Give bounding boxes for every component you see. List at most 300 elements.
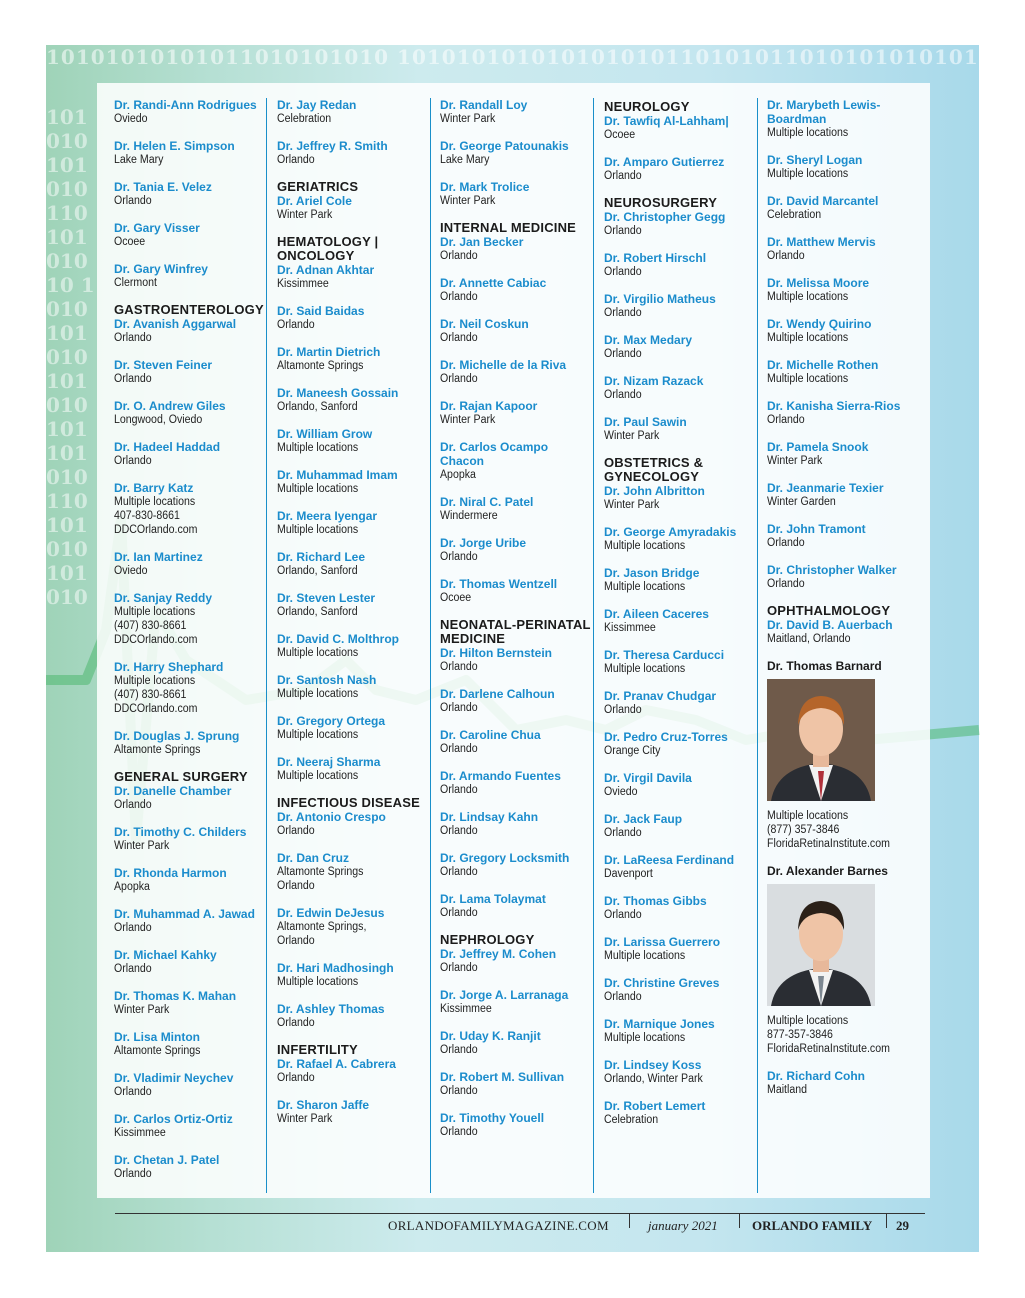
doctor-entry <box>440 687 592 715</box>
doctor-location: Orlando, Sanford <box>277 401 358 413</box>
doctor-name: Dr. Larissa Guerrero <box>604 935 721 949</box>
doctor-location: Orlando <box>114 455 152 467</box>
doctor-entry <box>440 646 592 674</box>
doctor-name: Dr. Pedro Cruz-Torres <box>604 730 728 744</box>
doctor-name: Dr. Randi-Ann Rodrigues <box>114 98 257 112</box>
doctor-location: Orlando <box>440 825 478 837</box>
doctor-location: Orlando <box>114 922 152 934</box>
doctor-entry <box>277 1098 429 1126</box>
doctor-name: Dr. Jorge Uribe <box>440 536 527 550</box>
doctor-location: Orlando <box>767 578 805 590</box>
doctor-name: Dr. Christopher Walker <box>767 563 897 577</box>
doctor-entry <box>604 812 756 840</box>
doctor-location: Orlando <box>114 1086 152 1098</box>
doctor-entry <box>440 769 592 797</box>
binary-pattern-left: 10101010101011010101010 1010101010101010101101010110101010101010 <box>46 105 95 609</box>
doctor-location: Altamonte Springs <box>114 1045 201 1057</box>
doctor-name: Dr. Helen E. Simpson <box>114 139 235 153</box>
doctor-name: Dr. Michael Kahky <box>114 948 217 962</box>
doctor-name: Dr. Steven Lester <box>277 591 376 605</box>
directory-column-3 <box>440 98 592 1152</box>
doctor-entry <box>114 98 266 126</box>
doctor-entry <box>277 673 429 701</box>
doctor-name: Dr. Richard Lee <box>277 550 366 564</box>
doctor-entry <box>114 866 266 894</box>
doctor-name: Dr. LaReesa Ferdinand <box>604 853 735 867</box>
doctor-name: Dr. Jason Bridge <box>604 566 700 580</box>
doctor-entry <box>277 1057 429 1085</box>
doctor-entry <box>277 810 429 838</box>
doctor-name: Dr. Neeraj Sharma <box>277 755 381 769</box>
doctor-entry <box>440 851 592 879</box>
doctor-name: Dr. William Grow <box>277 427 373 441</box>
doctor-entry <box>604 853 756 881</box>
doctor-location: Orlando <box>440 291 478 303</box>
doctor-name: Dr. Hari Madhosingh <box>277 961 394 975</box>
doctor-location: Apopka <box>440 469 476 481</box>
doctor-name: Dr. Virgilio Matheus <box>604 292 716 306</box>
doctor-entry <box>604 935 756 963</box>
doctor-location: Longwood, Oviedo <box>114 414 203 426</box>
doctor-location: Altamonte Springs <box>277 866 364 878</box>
doctor-entry <box>277 714 429 742</box>
doctor-name: Dr. Martin Dietrich <box>277 345 381 359</box>
doctor-location: Orlando <box>277 825 315 837</box>
doctor-name: Dr. Theresa Carducci <box>604 648 725 662</box>
doctor-location: Multiple locations <box>767 127 849 139</box>
doctor-location: Celebration <box>277 113 332 125</box>
column-divider <box>430 98 431 1193</box>
doctor-entry <box>767 481 919 509</box>
doctor-contact: (407) 830-8661 <box>114 689 187 701</box>
doctor-name: Dr. Alexander Barnes <box>767 864 888 878</box>
doctor-entry <box>114 317 266 345</box>
doctor-location: Winter Park <box>604 499 660 511</box>
doctor-entry <box>277 139 429 167</box>
specialty-heading: GERIATRICS <box>277 179 359 194</box>
doctor-name: Dr. Jeffrey R. Smith <box>277 139 388 153</box>
doctor-location: Multiple locations <box>604 581 686 593</box>
doctor-entry <box>277 550 429 578</box>
doctor-location: Multiple locations <box>277 770 359 782</box>
doctor-name: Dr. David Marcantel <box>767 194 879 208</box>
footer-magazine-name: ORLANDO FAMILY <box>752 1218 873 1233</box>
footer-website: ORLANDOFAMILYMAGAZINE.COM <box>388 1218 609 1233</box>
doctor-entry <box>114 948 266 976</box>
doctor-name: Dr. Said Baidas <box>277 304 365 318</box>
doctor-name: Dr. Vladimir Neychev <box>114 1071 234 1085</box>
doctor-entry <box>440 358 592 386</box>
doctor-entry <box>767 98 919 140</box>
doctor-location: Multiple locations <box>114 496 196 508</box>
doctor-location: Orlando <box>604 704 642 716</box>
doctor-contact: (877) 357-3846 <box>767 824 840 836</box>
doctor-name: Dr. Jeanmarie Texier <box>767 481 884 495</box>
doctor-location: Orlando <box>277 1072 315 1084</box>
doctor-photo <box>767 679 875 801</box>
doctor-location: Orlando <box>440 250 478 262</box>
specialty-heading: HEMATOLOGY | ONCOLOGY <box>277 234 379 263</box>
doctor-location: Orlando <box>440 907 478 919</box>
doctor-name: Dr. Douglas J. Sprung <box>114 729 240 743</box>
doctor-entry <box>440 139 592 167</box>
doctor-location: Lake Mary <box>114 154 164 166</box>
doctor-location: Winter Garden <box>767 496 836 508</box>
doctor-entry <box>277 468 429 496</box>
doctor-name: Dr. Avanish Aggarwal <box>114 317 237 331</box>
doctor-name: Dr. Tawfiq Al-Lahham| <box>604 114 729 128</box>
doctor-location: Orlando <box>440 332 478 344</box>
doctor-name: Dr. Jack Faup <box>604 812 683 826</box>
doctor-name: Dr. Barry Katz <box>114 481 194 495</box>
doctor-name: Dr. Timothy C. Childers <box>114 825 247 839</box>
doctor-contact: (407) 830-8661 <box>114 620 187 632</box>
doctor-location: Multiple locations <box>114 606 196 618</box>
doctor-contact: DDCOrlando.com <box>114 703 198 715</box>
doctor-location: Multiple locations <box>767 810 849 822</box>
specialty-heading: INTERNAL MEDICINE <box>440 220 577 235</box>
doctor-name: Dr. Sharon Jaffe <box>277 1098 370 1112</box>
doctor-name: Dr. Jorge A. Larranaga <box>440 988 569 1002</box>
doctor-name: Dr. Muhammad Imam <box>277 468 398 482</box>
doctor-location: Multiple locations <box>277 442 359 454</box>
doctor-location: Maitland <box>767 1084 807 1096</box>
doctor-location: Orlando <box>114 332 152 344</box>
doctor-location: Winter Park <box>114 1004 170 1016</box>
doctor-entry <box>114 729 266 757</box>
doctor-location: Orlando <box>440 784 478 796</box>
doctor-entry <box>604 525 756 553</box>
doctor-name: Dr. Lindsay Kahn <box>440 810 539 824</box>
doctor-name: Dr. Jeffrey M. Cohen <box>440 947 557 961</box>
doctor-entry <box>277 906 429 948</box>
doctor-name: Dr. Darlene Calhoun <box>440 687 555 701</box>
doctor-entry <box>767 563 919 591</box>
doctor-location: Clermont <box>114 277 157 289</box>
doctor-contact: 407-830-8661 <box>114 510 180 522</box>
doctor-location: Orlando <box>114 373 152 385</box>
doctor-location: Orange City <box>604 745 661 757</box>
doctor-location: Multiple locations <box>767 1015 849 1027</box>
specialty-heading: INFERTILITY <box>277 1042 358 1057</box>
doctor-name: Dr. Hadeel Haddad <box>114 440 221 454</box>
doctor-entry <box>767 317 919 345</box>
doctor-location: Multiple locations <box>604 1032 686 1044</box>
doctor-name: Dr. Meera Iyengar <box>277 509 378 523</box>
footer-issue-date: january 2021 <box>648 1218 718 1233</box>
doctor-entry <box>767 1069 919 1097</box>
doctor-location: Orlando <box>604 170 642 182</box>
doctor-entry <box>604 648 756 676</box>
doctor-entry <box>440 399 592 427</box>
doctor-location: Multiple locations <box>604 540 686 552</box>
doctor-location: Celebration <box>767 209 822 221</box>
doctor-name: Dr. Danelle Chamber <box>114 784 232 798</box>
doctor-location: Orlando <box>440 962 478 974</box>
doctor-entry <box>604 1058 756 1086</box>
doctor-location: Multiple locations <box>604 663 686 675</box>
doctor-entry <box>604 292 756 320</box>
doctor-location: Orlando <box>604 827 642 839</box>
doctor-location: Lake Mary <box>440 154 490 166</box>
doctor-location: Orlando <box>114 799 152 811</box>
doctor-location: Kissimmee <box>277 278 329 290</box>
doctor-entry <box>767 399 919 427</box>
doctor-entry <box>114 139 266 167</box>
doctor-location: Multiple locations <box>277 524 359 536</box>
doctor-entry <box>604 1017 756 1045</box>
doctor-entry <box>604 771 756 799</box>
doctor-entry <box>604 566 756 594</box>
doctor-location: Multiple locations <box>604 950 686 962</box>
doctor-name: Dr. Pamela Snook <box>767 440 869 454</box>
doctor-name: Dr. Uday K. Ranjit <box>440 1029 541 1043</box>
directory-column-2 <box>277 98 429 1139</box>
doctor-entry <box>604 155 756 183</box>
doctor-location: Multiple locations <box>767 332 849 344</box>
doctor-entry <box>277 263 429 291</box>
doctor-entry <box>604 415 756 443</box>
doctor-name: Dr. John Tramont <box>767 522 866 536</box>
doctor-entry <box>277 1002 429 1030</box>
doctor-name: Dr. Lama Tolaymat <box>440 892 546 906</box>
specialty-heading: GENERAL SURGERY <box>114 769 248 784</box>
doctor-location: Orlando <box>604 991 642 1003</box>
doctor-location: Orlando <box>440 1044 478 1056</box>
doctor-location: Multiple locations <box>277 647 359 659</box>
doctor-name: Dr. Dan Cruz <box>277 851 350 865</box>
doctor-name: Dr. Tania E. Velez <box>114 180 212 194</box>
specialty-heading: NEUROSURGERY <box>604 195 718 210</box>
doctor-entry <box>277 345 429 373</box>
doctor-name: Dr. Michelle de la Riva <box>440 358 567 372</box>
doctor-location: Orlando, Sanford <box>277 606 358 618</box>
doctor-name: Dr. Edwin DeJesus <box>277 906 385 920</box>
doctor-name: Dr. George Amyradakis <box>604 525 737 539</box>
doctor-entry <box>114 989 266 1017</box>
doctor-location: Ocoee <box>114 236 146 248</box>
doctor-name: Dr. Pranav Chudgar <box>604 689 717 703</box>
doctor-entry <box>277 427 429 455</box>
doctor-location: Orlando <box>440 551 478 563</box>
doctor-entry <box>604 894 756 922</box>
doctor-name: Dr. Robert Lemert <box>604 1099 706 1113</box>
doctor-entry <box>440 235 592 263</box>
footer-separator <box>739 1214 740 1228</box>
doctor-name: Dr. Hilton Bernstein <box>440 646 553 660</box>
doctor-entry <box>277 386 429 414</box>
doctor-location: Davenport <box>604 868 653 880</box>
doctor-entry <box>767 276 919 304</box>
column-divider <box>757 98 758 1193</box>
doctor-contact: 877-357-3846 <box>767 1029 833 1041</box>
doctor-location: Orlando <box>767 537 805 549</box>
doctor-name: Dr. Matthew Mervis <box>767 235 876 249</box>
specialty-heading: OPHTHALMOLOGY <box>767 603 891 618</box>
doctor-name: Dr. Timothy Youell <box>440 1111 545 1125</box>
doctor-entry <box>277 591 429 619</box>
doctor-name: Dr. Michelle Rothen <box>767 358 879 372</box>
doctor-entry <box>114 440 266 468</box>
specialty-heading: GASTROENTEROLOGY <box>114 302 264 317</box>
doctor-entry <box>604 114 756 142</box>
doctor-entry <box>440 892 592 920</box>
doctor-name: Dr. David C. Molthrop <box>277 632 400 646</box>
doctor-contact: FloridaRetinaInstitute.com <box>767 838 890 850</box>
footer-separator <box>886 1214 887 1228</box>
doctor-entry <box>604 484 756 512</box>
doctor-name: Dr. Lindsey Koss <box>604 1058 702 1072</box>
featured-doctor-entry <box>767 659 919 851</box>
doctor-name: Dr. Ariel Cole <box>277 194 352 208</box>
doctor-name: Dr. Gregory Locksmith <box>440 851 570 865</box>
doctor-entry <box>767 618 919 646</box>
doctor-name: Dr. O. Andrew Giles <box>114 399 226 413</box>
doctor-name: Dr. Nizam Razack <box>604 374 704 388</box>
doctor-entry <box>440 988 592 1016</box>
doctor-name: Dr. Santosh Nash <box>277 673 377 687</box>
doctor-name: Dr. Jan Becker <box>440 235 524 249</box>
doctor-location: Winter Park <box>440 113 496 125</box>
doctor-name: Dr. Christopher Gegg <box>604 210 726 224</box>
doctor-entry <box>440 180 592 208</box>
doctor-name: Dr. Paul Sawin <box>604 415 687 429</box>
doctor-location: Orlando <box>440 743 478 755</box>
doctor-name: Dr. Carlos Ortiz-Ortiz <box>114 1112 233 1126</box>
doctor-location: Oviedo <box>114 113 148 125</box>
doctor-location: Winter Park <box>277 1113 333 1125</box>
doctor-entry <box>277 961 429 989</box>
doctor-location: Orlando <box>277 1017 315 1029</box>
doctor-entry <box>767 522 919 550</box>
doctor-name: Dr. Jay Redan <box>277 98 357 112</box>
doctor-entry <box>604 689 756 717</box>
doctor-photo <box>767 884 875 1006</box>
binary-pattern-top: 10101010101011010101010 1010101010101010101101010110101010101010 <box>46 45 994 69</box>
doctor-name: Dr. Annette Cabiac <box>440 276 547 290</box>
doctor-location: Altamonte Springs <box>114 744 201 756</box>
doctor-name: Dr. Gary Winfrey <box>114 262 208 276</box>
doctor-name: Dr. Rajan Kapoor <box>440 399 538 413</box>
doctor-entry <box>440 728 592 756</box>
specialty-heading: OBSTETRICS & GYNECOLOGY <box>604 455 704 484</box>
doctor-location: Orlando <box>440 702 478 714</box>
doctor-location: Winter Park <box>604 430 660 442</box>
doctor-name: Dr. Thomas Gibbs <box>604 894 707 908</box>
doctor-entry <box>440 1111 592 1139</box>
doctor-entry <box>440 276 592 304</box>
doctor-location: Winter Park <box>277 209 333 221</box>
doctor-location: Orlando <box>604 348 642 360</box>
doctor-entry <box>277 98 429 126</box>
specialty-heading: NEONATAL-PERINATAL MEDICINE <box>440 617 591 646</box>
doctor-name: Dr. Armando Fuentes <box>440 769 561 783</box>
doctor-entry <box>440 1070 592 1098</box>
doctor-name: Dr. Marybeth Lewis-Boardman <box>767 98 881 126</box>
doctor-location: Orlando <box>767 250 805 262</box>
doctor-location: Multiple locations <box>277 483 359 495</box>
doctor-name: Dr. Rhonda Harmon <box>114 866 227 880</box>
doctor-entry <box>277 194 429 222</box>
doctor-name: Dr. David B. Auerbach <box>767 618 893 632</box>
doctor-name: Dr. Chetan J. Patel <box>114 1153 220 1167</box>
doctor-name: Dr. Neil Coskun <box>440 317 529 331</box>
doctor-name: Dr. Harry Shephard <box>114 660 224 674</box>
doctor-entry <box>440 317 592 345</box>
doctor-name: Dr. Max Medary <box>604 333 693 347</box>
doctor-name: Dr. Carlos Ocampo Chacon <box>440 440 549 468</box>
doctor-location: Orlando <box>440 866 478 878</box>
doctor-name: Dr. Marnique Jones <box>604 1017 715 1031</box>
doctor-entry <box>604 1099 756 1127</box>
doctor-entry <box>604 374 756 402</box>
doctor-location: Orlando <box>767 414 805 426</box>
column-divider <box>593 98 594 1193</box>
doctor-name: Dr. George Patounakis <box>440 139 569 153</box>
doctor-name: Dr. Maneesh Gossain <box>277 386 399 400</box>
directory-column-4 <box>604 98 756 1140</box>
footer-separator <box>629 1214 630 1228</box>
doctor-location: Multiple locations <box>277 729 359 741</box>
doctor-location: Winter Park <box>114 840 170 852</box>
doctor-location: Orlando <box>440 1085 478 1097</box>
doctor-entry <box>767 235 919 263</box>
doctor-contact: FloridaRetinaInstitute.com <box>767 1043 890 1055</box>
column-divider <box>266 98 267 1193</box>
featured-doctor-entry <box>767 864 919 1056</box>
doctor-entry <box>604 333 756 361</box>
doctor-location: Windermere <box>440 510 498 522</box>
doctor-name: Dr. Niral C. Patel <box>440 495 534 509</box>
doctor-location: Multiple locations <box>767 168 849 180</box>
doctor-location: Altamonte Springs, <box>277 921 367 933</box>
doctor-entry <box>114 1071 266 1099</box>
doctor-entry <box>114 221 266 249</box>
doctor-entry <box>767 358 919 386</box>
doctor-contact: Orlando <box>277 935 315 947</box>
doctor-entry <box>440 98 592 126</box>
doctor-entry <box>440 495 592 523</box>
doctor-location: Oviedo <box>114 565 148 577</box>
doctor-location: Orlando <box>277 319 315 331</box>
doctor-location: Kissimmee <box>114 1127 166 1139</box>
doctor-entry <box>114 907 266 935</box>
doctor-entry <box>767 153 919 181</box>
doctor-location: Orlando <box>440 373 478 385</box>
doctor-name: Dr. Thomas Wentzell <box>440 577 558 591</box>
doctor-contact: Orlando <box>277 880 315 892</box>
doctor-name: Dr. Robert Hirschl <box>604 251 707 265</box>
doctor-name: Dr. Kanisha Sierra-Rios <box>767 399 901 413</box>
doctor-entry <box>604 976 756 1004</box>
doctor-entry <box>440 947 592 975</box>
doctor-entry <box>277 304 429 332</box>
doctor-name: Dr. Lisa Minton <box>114 1030 201 1044</box>
doctor-location: Oviedo <box>604 786 638 798</box>
doctor-name: Dr. Aileen Caceres <box>604 607 709 621</box>
doctor-location: Orlando <box>114 195 152 207</box>
doctor-entry <box>114 180 266 208</box>
doctor-entry <box>114 358 266 386</box>
doctor-entry <box>114 1153 266 1181</box>
footer-page-number: 29 <box>896 1218 909 1233</box>
doctor-entry <box>440 810 592 838</box>
doctor-entry <box>440 1029 592 1057</box>
doctor-name: Dr. Gary Visser <box>114 221 200 235</box>
doctor-name: Dr. Ian Martinez <box>114 550 203 564</box>
doctor-name: Dr. Rafael A. Cabrera <box>277 1057 396 1071</box>
doctor-location: Celebration <box>604 1114 659 1126</box>
